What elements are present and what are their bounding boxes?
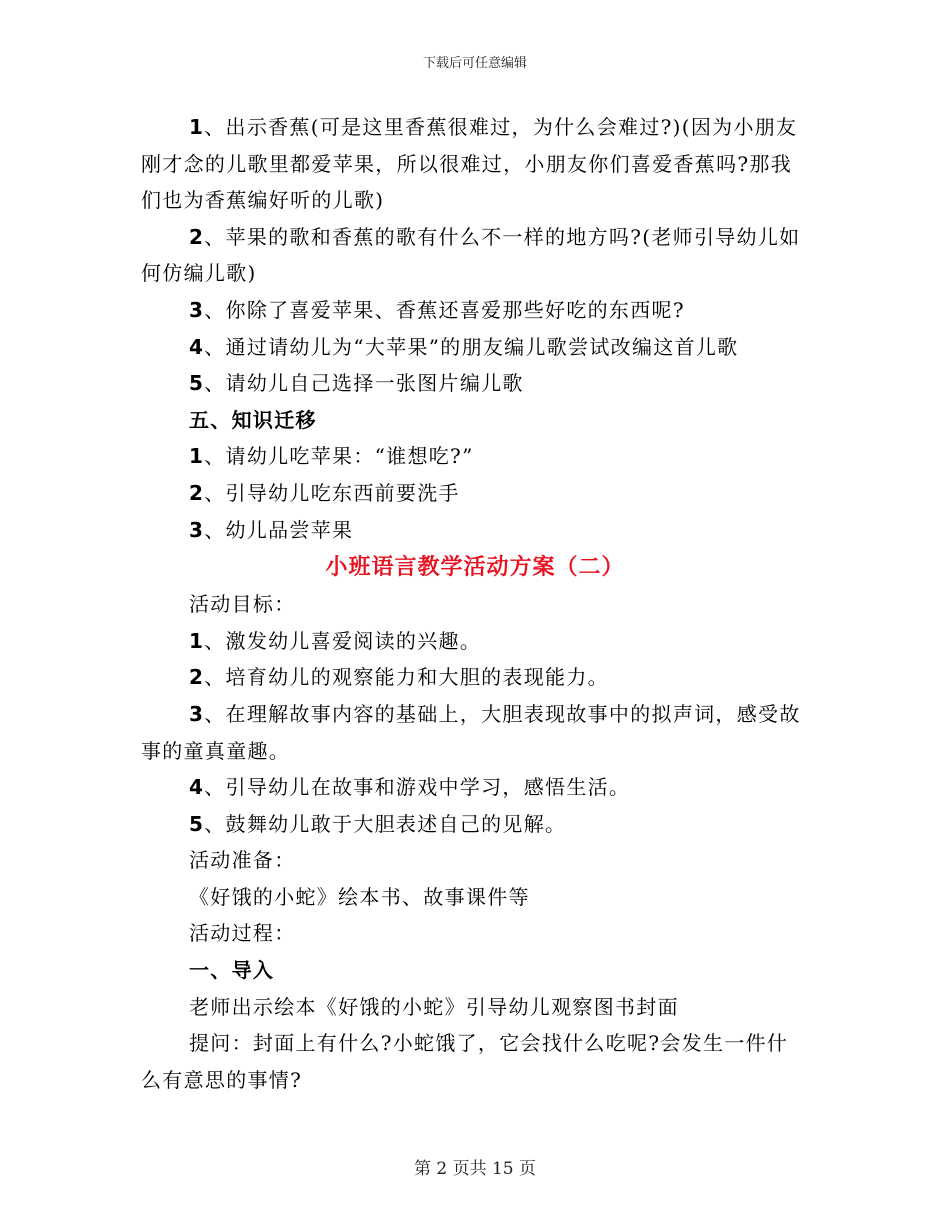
list-item-number: 3 xyxy=(189,701,205,726)
document-body xyxy=(141,109,809,1098)
list-item-number: 3 xyxy=(189,297,205,322)
list-item-number: 4 xyxy=(189,775,205,800)
list-item-number: 5 xyxy=(189,371,205,396)
list-item xyxy=(141,292,809,329)
paragraph-text: 、鼓舞幼儿敢于大胆表述自己的见解。 xyxy=(204,811,567,836)
list-item-number: 4 xyxy=(189,334,205,359)
list-item xyxy=(141,696,809,769)
paragraph-text: 、苹果的歌和香蕉的歌有什么不一样的地方吗?(老师引导幼儿如何仿编儿歌) xyxy=(141,224,801,286)
list-item xyxy=(141,769,809,806)
list-item-number: 2 xyxy=(189,665,205,690)
section-one-content xyxy=(141,109,809,548)
page-footer: 第 2 页共 15 页 xyxy=(413,1159,537,1179)
list-item xyxy=(141,219,809,292)
paragraph-text: 、出示香蕉(可是这里香蕉很难过，为什么会难过?)(因为小朋友刚才念的儿歌里都爱苹果，所以很难过，小朋友你们喜爱香蕉吗?那我们也为香蕉编好听的儿歌) xyxy=(141,115,798,213)
list-item-number: 1 xyxy=(189,444,205,469)
list-item xyxy=(141,329,809,366)
list-item-number: 5 xyxy=(189,811,205,836)
list-item-number: 1 xyxy=(189,115,205,139)
paragraph-text: 、引导幼儿吃东西前要洗手 xyxy=(204,480,460,505)
list-item xyxy=(141,512,809,549)
section-heading: 五、知识迁移 xyxy=(189,407,317,432)
paragraph-text: 老师出示绘本《好饿的小蛇》引导幼儿观察图书封面 xyxy=(189,994,679,1019)
list-item xyxy=(141,806,809,843)
list-item xyxy=(141,109,809,219)
paragraph-text: 、请幼儿自己选择一张图片编儿歌 xyxy=(204,371,524,396)
page-header: 下载后可任意编辑 xyxy=(422,56,527,71)
list-item xyxy=(141,623,809,660)
paragraph-text: 活动准备： xyxy=(189,848,296,873)
paragraph-text: 《好饿的小蛇》绘本书、故事课件等 xyxy=(189,884,530,909)
list-item xyxy=(141,475,809,512)
paragraph xyxy=(141,1025,809,1098)
list-item-number: 3 xyxy=(189,517,205,542)
section-title: 小班语言教学活动方案（二） xyxy=(325,554,625,581)
paragraph xyxy=(141,842,809,879)
list-item xyxy=(141,365,809,402)
paragraph-text: 活动过程： xyxy=(189,921,296,946)
paragraph-text: 、幼儿品尝苹果 xyxy=(204,517,354,542)
paragraph xyxy=(141,586,809,623)
section-two-content xyxy=(141,586,809,1098)
paragraph-text: 、在理解故事内容的基础上，大胆表现故事中的拟声词，感受故事的童真童趣。 xyxy=(141,701,801,763)
paragraph-text: 、请幼儿吃苹果：“谁想吃?” xyxy=(204,444,474,469)
paragraph-text: 、引导幼儿在故事和游戏中学习，感悟生活。 xyxy=(204,775,631,800)
paragraph-text: 提问：封面上有什么?小蛇饿了，它会找什么吃呢?会发生一件什么有意思的事情? xyxy=(141,1031,789,1092)
paragraph xyxy=(141,989,809,1026)
list-item-number: 2 xyxy=(189,224,205,249)
list-item xyxy=(141,438,809,475)
paragraph-text: 活动目标： xyxy=(189,592,296,617)
paragraph xyxy=(141,915,809,952)
list-item-number: 1 xyxy=(189,628,205,653)
paragraph-text: 、激发幼儿喜爱阅读的兴趣。 xyxy=(204,628,482,653)
paragraph-text: 、你除了喜爱苹果、香蕉还喜爱那些好吃的东西呢? xyxy=(204,297,685,322)
section-heading: 一、导入 xyxy=(189,958,275,983)
paragraph xyxy=(141,879,809,916)
paragraph-text: 、培育幼儿的观察能力和大胆的表现能力。 xyxy=(204,665,609,690)
list-item-number: 2 xyxy=(189,480,205,505)
list-item xyxy=(141,659,809,696)
paragraph-text: 、通过请幼儿为“大苹果”的朋友编儿歌尝试改编这首儿歌 xyxy=(204,334,739,359)
